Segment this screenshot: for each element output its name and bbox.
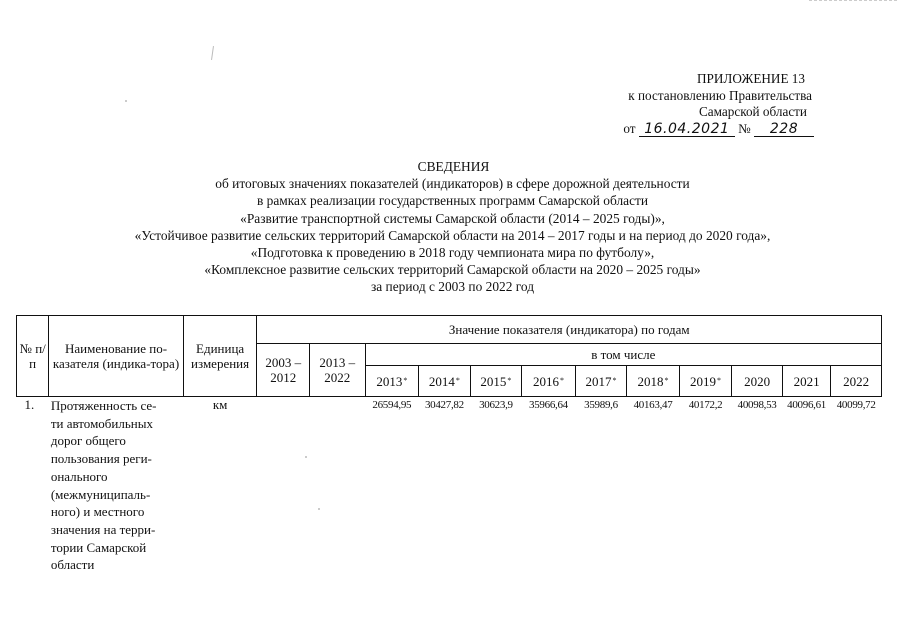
heading-line: «Устойчивое развитие сельских территорий Самарской области на 2014 – 2017 годы и на период до 2020 года», [134, 227, 771, 243]
year-label: 2015 [480, 373, 507, 389]
document-heading [0, 158, 905, 296]
year-label: 2019 [690, 373, 717, 389]
attachment-title: ПРИЛОЖЕНИЕ 13 [697, 71, 805, 86]
header-unit: Единица измерения [183, 316, 257, 397]
scan-artifact [211, 46, 214, 60]
header-indicator-name: Наименование по-казателя (индика-тора) [49, 316, 183, 397]
footnote-mark: * [664, 375, 669, 385]
indicator-name [49, 397, 183, 575]
heading-line: об итоговых значениях показателей (индикаторов) в сфере дорожной деятельности [215, 176, 690, 192]
indicator-name-line: значения на терри- [50, 521, 156, 537]
header-year [522, 366, 576, 397]
header-number: № п/п [17, 316, 49, 397]
header-including: в том числе [365, 344, 881, 366]
indicator-name-line: (межмуниципаль- [50, 486, 151, 502]
indicator-name-line: пользования реги- [50, 451, 152, 467]
table-row [17, 397, 882, 575]
year-label: 2014 [428, 373, 455, 389]
indicator-name-line: тории Самарской [50, 539, 147, 555]
year-label: 2020 [744, 373, 771, 389]
footnote-mark: * [455, 375, 460, 385]
heading-line: в рамках реализации государственных программ Самарской области [256, 193, 649, 209]
year-value-cell: 35966,64 [529, 399, 568, 411]
header-year [470, 366, 522, 397]
attachment-date-number [592, 121, 814, 138]
range-value-cell [257, 397, 310, 575]
header-year [679, 366, 732, 397]
year-value-cell: 40096,61 [787, 399, 826, 411]
heading-line: «Подготовка к проведению в 2018 году чемпионата мира по футболу», [250, 245, 655, 261]
header-year [365, 366, 419, 397]
footnote-mark: * [717, 375, 722, 385]
indicator-name-line: области [50, 557, 95, 573]
indicator-name-line: Протяженность се- [50, 398, 157, 413]
attachment-region: Самарской области [699, 104, 807, 119]
scan-speck [125, 100, 127, 102]
year-label: 2016 [532, 373, 559, 389]
heading-line: «Комплексное развитие сельских территорий Самарской области на 2020 – 2025 годы» [204, 262, 701, 278]
range-value-cell [310, 397, 366, 575]
handwritten-number: 228 [754, 122, 814, 137]
year-label: 2021 [793, 373, 820, 389]
year-value-cell: 26594,95 [372, 399, 412, 411]
header-year [575, 366, 627, 397]
attachment-resolution: к постановлению Правительства [628, 87, 812, 103]
year-value-cell: 40172,2 [688, 399, 723, 411]
footnote-mark: * [559, 375, 564, 385]
number-sign: № [738, 120, 751, 136]
header-year [419, 366, 471, 397]
heading-period: за период с 2003 по 2022 год [370, 279, 535, 295]
indicators-table [16, 315, 882, 574]
year-label: 2013 [376, 373, 403, 389]
year-label: 2017 [585, 373, 612, 389]
footnote-mark: * [507, 375, 512, 385]
year-value-cell: 30427,82 [424, 399, 464, 411]
row-index: 1. [24, 397, 35, 412]
header-year [732, 366, 783, 397]
year-value-cell: 40099,72 [836, 399, 876, 411]
indicator-name-line: дорог общего [50, 433, 126, 449]
year-value-cell: 40098,53 [737, 399, 777, 411]
heading-title: СВЕДЕНИЯ [417, 159, 490, 174]
year-label: 2022 [843, 373, 870, 389]
indicator-name-line: ти автомобильных [50, 415, 153, 431]
header-range-2013-2022: 2013 – 2022 [310, 344, 366, 397]
header-year [627, 366, 680, 397]
year-value-cell: 30623,9 [479, 399, 513, 411]
header-year [782, 366, 831, 397]
scan-artifact [809, 0, 897, 3]
date-prefix: от [623, 120, 636, 136]
year-value-cell: 40163,47 [633, 399, 673, 411]
handwritten-date: 16.04.2021 [639, 122, 735, 137]
unit-cell: км [212, 397, 228, 412]
heading-line: «Развитие транспортной системы Самарской области (2014 – 2025 годы)», [240, 210, 665, 226]
header-range-2003-2012: 2003 – 2012 [257, 344, 310, 397]
header-values-by-year: Значение показателя (индикатора) по годам [257, 316, 882, 344]
year-value-cell: 35989,6 [584, 399, 618, 411]
footnote-mark: * [403, 375, 408, 385]
indicator-name-line: онального [50, 468, 108, 484]
attachment-block [592, 71, 812, 137]
footnote-mark: * [612, 375, 617, 385]
header-year [831, 366, 882, 397]
year-label: 2018 [637, 373, 664, 389]
indicator-name-line: ного) и местного [50, 504, 145, 520]
